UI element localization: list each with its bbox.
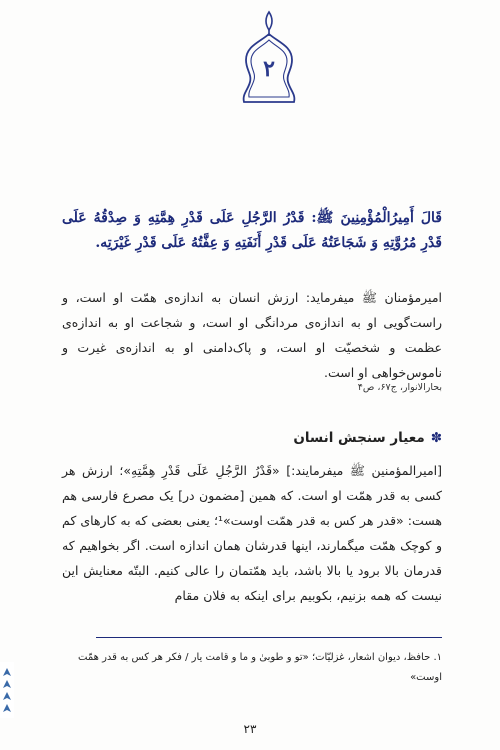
- section-heading-label: معیار سنجش انسان: [293, 430, 425, 446]
- footnote: ۱. حافظ، دیوان اشعار، غزلیّات؛ «تو و طوبیٰ و ما و قامت یار / فکر هر کس به قدر همّت اوست»: [78, 652, 442, 683]
- flower-bullet-icon: ✽: [430, 430, 442, 446]
- chapter-number: ۲: [263, 56, 275, 82]
- chapter-emblem: [238, 8, 300, 108]
- hadith-translation: امیرمؤمنان ﷺ میفرماید: ارزش انسان به اندازه‌ی همّت او است، و راست‌گویی او به اندازه‌ی مردانگی او است، و شجاعت او به اندازه‌ی عظمت و شخصیّت او است، و پاک‌دامنی او به اندازه‌ی غیرت و ناموس‌خواهی او است.: [62, 290, 442, 380]
- footnote-divider: [96, 637, 442, 638]
- section-body: [امیرالمؤمنین ﷺ میفرمایند:] «قَدْرُ الرَّجُلِ عَلَى قَدْرِ هِمَّتِهِ»؛ ارزش هر کسی به قدر همّت او است. که همین [مضمون در] یک مصرع فارسی هم هست: «قدر هر کس به قدر همّت اوست»¹؛ یعنی بعضی که به کارهای کم و کوچک همّت میگمارند، اینها قدرشان همان اندازه است. اگر بخواهیم که قدرمان بالا برود یا بالا باشد، باید همّتمان را عالی کنیم. البتّه معنایش این نیست که همه بزنیم، بکوبیم برای اینکه به فلان مقام: [62, 463, 442, 603]
- page-number: ۲۳: [243, 722, 257, 736]
- publisher-edge-logo-icon: [0, 662, 14, 718]
- section-heading: [62, 430, 442, 446]
- hadith-source: بحارالانوار، ج۶۷، ص۴: [357, 382, 442, 393]
- hadith-arabic-text: قَالَ أَمِيرُالْمُؤْمِنِينَ ﷺ: قَدْرُ الرَّجُلِ عَلَى قَدْرِ هِمَّتِهِ وَ صِدْقُهُ عَلَى قَدْرِ مُرُوَّتِهِ وَ شَجَاعَتُهُ عَلَى قَدْرِ أَنَفَتِهِ وَ عِفَّتُهُ عَلَى قَدْرِ غَيْرَتِه.: [62, 210, 442, 251]
